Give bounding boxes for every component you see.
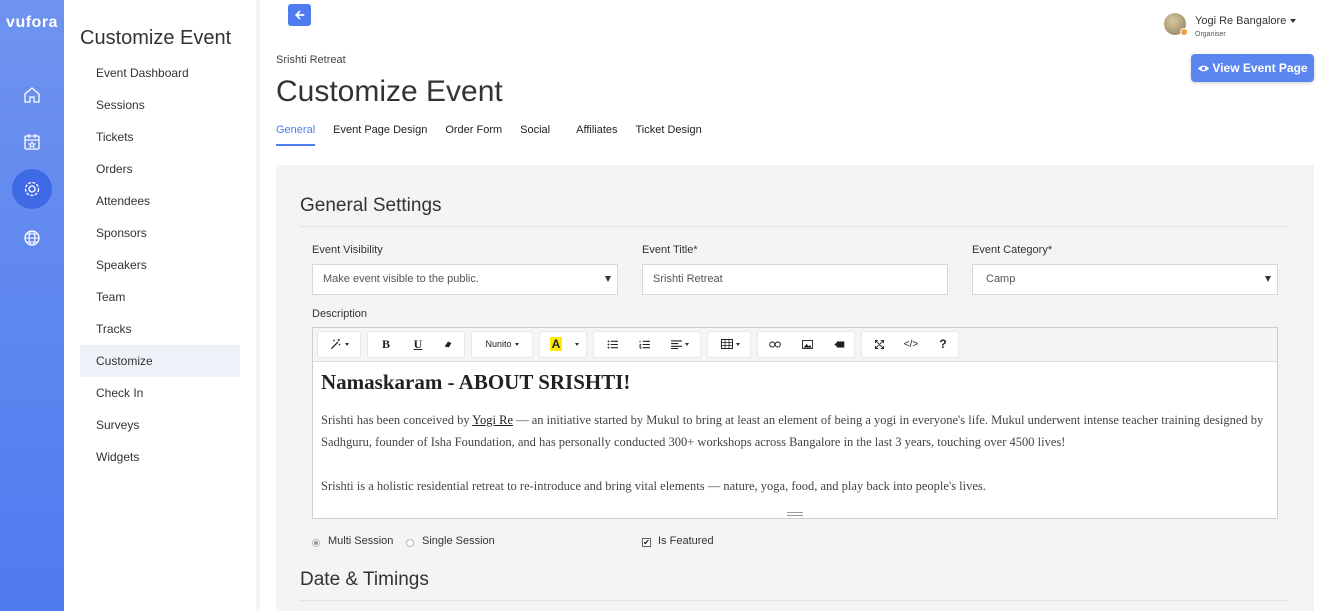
- yogi-re-link[interactable]: Yogi Re: [472, 413, 513, 427]
- home-icon[interactable]: [12, 75, 52, 115]
- section-divider: [300, 226, 1288, 227]
- numbered-list-icon[interactable]: [630, 332, 658, 357]
- toolbar-group-style: [317, 331, 361, 358]
- section-title-general: General Settings: [300, 195, 442, 216]
- toolbar-group-view: [861, 331, 959, 358]
- toolbar-group-table: [707, 331, 751, 358]
- brand-logo[interactable]: vufora: [6, 14, 58, 31]
- sidebar-item-speakers[interactable]: Speakers: [96, 258, 147, 272]
- single-session-label[interactable]: Single Session: [422, 535, 495, 547]
- tab-bar: [276, 124, 720, 146]
- settings-gear-icon[interactable]: [12, 169, 52, 209]
- select-caret-icon: [605, 276, 611, 282]
- editor-content[interactable]: [321, 370, 1271, 497]
- caret-down-icon: [1290, 19, 1296, 23]
- view-event-page-button[interactable]: [1191, 54, 1314, 82]
- user-role: Organiser: [1195, 31, 1226, 38]
- user-name: Yogi Re Bangalore: [1195, 15, 1296, 27]
- description-paragraph-1: Srishti has been conceived by Yogi Re — an initiative started by Mukul to bring at least an element of being a yogi in everyone's life. Mukul underwent intense teacher training designed by Sadhguru, founder of Isha Foundation, and has personally conducted 300+ workshops across Bangalore in the last 3 years, touching over 4500 lives!: [321, 413, 1264, 449]
- underline-button[interactable]: U: [413, 337, 423, 351]
- sidebar-item-widgets[interactable]: Widgets: [96, 450, 140, 464]
- toolbar-group-para: [593, 331, 701, 358]
- image-icon[interactable]: [792, 332, 822, 357]
- category-label: Event Category*: [972, 244, 1053, 256]
- multi-session-label[interactable]: Multi Session: [328, 535, 394, 547]
- tab-affiliates[interactable]: Affiliates: [576, 124, 618, 136]
- sidebar-title: Customize Event: [80, 27, 232, 49]
- visibility-select[interactable]: Make event visible to the public.: [312, 264, 618, 295]
- back-button[interactable]: [288, 4, 311, 26]
- eye-icon: [1197, 64, 1210, 73]
- sidebar-item-tickets[interactable]: Tickets: [96, 130, 134, 144]
- breadcrumb[interactable]: Srishti Retreat: [276, 54, 346, 66]
- color-dropdown-caret[interactable]: [570, 332, 584, 357]
- sidebar-menu: [80, 57, 240, 473]
- status-dot: [1180, 28, 1188, 36]
- description-label: Description: [312, 308, 368, 320]
- general-settings-panel: [276, 165, 1314, 611]
- editor-resize-handle[interactable]: [787, 512, 803, 516]
- sidebar-item-customize[interactable]: Customize: [80, 345, 240, 377]
- sidebar-item-tracks[interactable]: Tracks: [96, 322, 132, 336]
- select-caret-icon: [1265, 276, 1271, 282]
- visibility-label: Event Visibility: [312, 244, 383, 256]
- view-event-page-label: View Event Page: [1212, 61, 1308, 75]
- text-color-icon[interactable]: A: [551, 337, 561, 351]
- toolbar-group-fontname: [471, 331, 533, 358]
- sidebar-item-sessions[interactable]: Sessions: [96, 98, 145, 112]
- sidebar-item-attendees[interactable]: Attendees: [96, 194, 151, 208]
- tab-general[interactable]: General: [276, 124, 315, 146]
- globe-icon[interactable]: [12, 218, 52, 258]
- editor-toolbar: [313, 328, 1277, 362]
- align-dropdown-icon[interactable]: [662, 332, 698, 357]
- fullscreen-icon[interactable]: [864, 332, 894, 357]
- help-icon[interactable]: ?: [939, 337, 947, 351]
- sidebar-item-team[interactable]: Team: [96, 290, 126, 304]
- bullet-list-icon[interactable]: [598, 332, 626, 357]
- sidebar-item-sponsors[interactable]: Sponsors: [96, 226, 147, 240]
- page-title: Customize Event: [276, 75, 503, 108]
- sidebar-item-surveys[interactable]: Surveys: [96, 418, 140, 432]
- section-title-dates: Date & Timings: [300, 569, 429, 590]
- description-editor[interactable]: [312, 327, 1278, 519]
- sidebar-item-check-in[interactable]: Check In: [96, 386, 144, 400]
- divider: [256, 0, 260, 611]
- toolbar-group-color: [539, 331, 587, 358]
- table-icon[interactable]: [710, 332, 750, 357]
- sidebar-item-event-dashboard[interactable]: Event Dashboard: [96, 66, 189, 80]
- user-menu[interactable]: [1164, 13, 1324, 43]
- tab-event-page-design[interactable]: Event Page Design: [333, 124, 428, 136]
- tab-social[interactable]: Social: [520, 124, 551, 136]
- title-label: Event Title*: [642, 244, 698, 256]
- calendar-icon[interactable]: [12, 122, 52, 162]
- link-icon[interactable]: [760, 332, 790, 357]
- event-title-input[interactable]: Srishti Retreat: [642, 264, 948, 295]
- app-rail: [0, 0, 64, 611]
- toolbar-group-insert: [757, 331, 855, 358]
- description-heading: Namaskaram - ABOUT SRISHTI!: [321, 370, 631, 394]
- toolbar-group-font: [367, 331, 465, 358]
- code-view-icon[interactable]: </>: [903, 339, 919, 350]
- section-divider: [300, 600, 1288, 601]
- magic-wand-icon[interactable]: [324, 332, 354, 357]
- font-name-dropdown[interactable]: Nunito: [472, 332, 532, 357]
- tab-order-form[interactable]: Order Form: [445, 124, 503, 136]
- sidebar-item-orders[interactable]: Orders: [96, 162, 133, 176]
- single-session-radio[interactable]: [406, 539, 414, 547]
- multi-session-radio[interactable]: [312, 539, 320, 547]
- is-featured-label[interactable]: Is Featured: [658, 535, 714, 547]
- bold-button[interactable]: B: [381, 337, 390, 351]
- is-featured-checkbox[interactable]: ✔: [643, 538, 650, 547]
- video-icon[interactable]: [824, 332, 854, 357]
- eraser-icon[interactable]: [434, 332, 462, 357]
- tab-ticket-design[interactable]: Ticket Design: [635, 124, 702, 136]
- description-paragraph-2: Srishti is a holistic residential retreat to re-introduce and bring vital elements — nature, yoga, food, and play back into people's lives.: [321, 479, 986, 493]
- arrow-left-icon: [294, 9, 306, 21]
- category-select[interactable]: Camp: [972, 264, 1278, 295]
- sidebar: [64, 0, 256, 611]
